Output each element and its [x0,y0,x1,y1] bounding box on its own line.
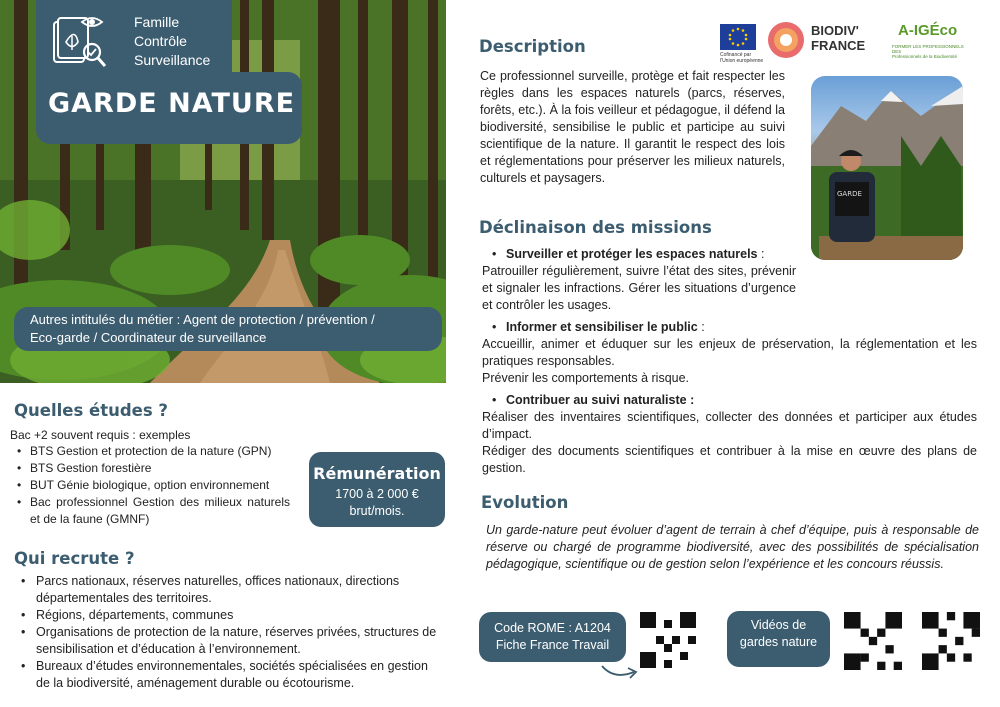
title-box [36,72,302,144]
recruiters-heading: Qui recrute ? [14,549,135,568]
mission-1-text: Patrouiller régulièrement, suivre l’état des sites, prévenir et signaler les infractions. Gérer les situations d’urgence et contrôler les usages. [482,264,796,312]
eu-stars-icon [720,24,756,50]
guard-photo [811,76,963,260]
partner-logos [720,18,970,62]
category-box [36,0,232,82]
eu-caption-line-2: l'Union européenne [720,58,764,64]
mission-3 [482,392,977,477]
rome-fiche-label: Fiche France Travail [495,638,610,652]
list-item: • Organisations de protection de la nature, réserves privées, structures de sensibilisation et d’éducation à l’environnement. [14,624,444,658]
salary-period: brut/mois. [349,504,405,518]
mission-2-text-2: Prévenir les comportements à risque. [482,371,690,385]
list-item: • BTS Gestion et protection de la nature (GPN) [10,443,290,460]
aigeco-sub-line-2: Professionnels de la Biodiversité [892,54,958,59]
biodiv-line-2: FRANCE [811,38,866,53]
mission-3-title: Contribuer au suivi naturaliste : [506,393,695,407]
document-inspect-icon [50,12,108,72]
studies-heading: Quelles études ? [14,401,168,420]
list-item: • Bac professionnel Gestion des milieux naturels et de la faune (GMNF) [10,494,290,528]
qr-code-rome-icon[interactable] [640,612,696,668]
aigeco-wordmark: A-IGÉco [898,22,958,39]
guard-illustration [811,76,963,260]
list-item: • Régions, départements, communes [14,607,444,624]
alternate-titles-box [14,307,442,351]
mission-2 [482,319,977,387]
page-title: GARDE NATURE [48,88,296,119]
qr-code-video-2-icon[interactable] [922,612,980,670]
evolution-text: Un garde-nature peut évoluer d’agent de terrain à chef d’équipe, puis à responsable de réserve ou chargé de programme biodiversité, avec des possibilités de spécialisation pédagogique, scientifique ou de gestion selon l’expérience et les concours réussis. [486,523,979,571]
studies-intro: Bac +2 souvent requis : exemples [10,428,191,442]
list-item: • BUT Génie biologique, option environnement [10,477,290,494]
biodiv-flower-icon [766,20,806,60]
category-line-3: Surveillance [134,52,211,68]
list-item: • BTS Gestion forestière [10,460,290,477]
mission-1-separator: : [757,247,765,261]
category-line-2: Contrôle [134,33,187,49]
mission-2-separator: : [697,320,705,334]
arrow-icon [600,662,640,682]
salary-box [309,452,445,527]
aigeco-logo [892,20,972,60]
alternate-titles-line-1: Autres intitulés du métier : Agent de protection / prévention / [30,312,375,327]
videos-line-1: Vidéos de [750,618,807,632]
eu-caption [720,52,770,64]
alternate-titles-line-2: Eco-garde / Coordinateur de surveillance [30,330,267,345]
aigeco-sub-line-1: FORMER LES PROFESSIONNELS DES [892,44,964,54]
list-item: • Bureaux d’études environnementales, sociétés spécialisées en gestion de la biodiversité, aménagement durable ou écotourisme. [14,658,444,692]
salary-heading: Rémunération [313,464,441,483]
biodiv-france-logo [766,18,876,62]
mission-3-text-1: Réaliser des inventaires scientifiques, collecter des données et participer aux études d’impact. [482,410,977,441]
mission-1-title: Surveiller et protéger les espaces naturels [506,247,758,261]
mission-2-text-1: Accueillir, animer et éduquer sur les enjeux de préservation, la réglementation et les pratiques responsables. [482,337,977,368]
videos-line-2: gardes nature [739,635,818,649]
biodiv-line-1: BIODIV' [811,23,859,38]
eu-caption-line-1: Cofinancé par [720,52,752,58]
description-text: Ce professionnel surveille, protège et fait respecter les règles dans les espaces naturels (parcs, réserves, forêts, etc.). À la fois veilleur et pédagogue, il défend la biodiversité, sensibilise le public et participe au suivi scientifique de la nature. Il garantit le respect des lois et réglementations pour préserver les milieux naturels, culturels et paysagers. [480,69,785,185]
salary-range: 1700 à 2 000 € [335,487,419,501]
videos-box [727,611,830,667]
recruiters-list [14,573,444,692]
eu-flag-logo [720,24,756,50]
description-heading: Description [479,37,586,56]
studies-list [10,443,290,528]
svg-text:GARDE: GARDE [837,190,862,198]
rome-code: Code ROME : A1204 [494,621,611,635]
category-label [134,13,210,70]
mission-1 [482,246,796,314]
mission-2-title: Informer et sensibiliser le public [506,320,698,334]
mission-3-text-2: Rédiger des documents scientifiques et contribuer à la mise en œuvre des plans de gestion. [482,444,977,475]
category-line-1: Famille [134,14,180,30]
list-item: • Parcs nationaux, réserves naturelles, offices nationaux, directions départementales des territoires. [14,573,444,607]
qr-code-video-1-icon[interactable] [844,612,902,670]
rome-code-box [479,612,626,662]
evolution-heading: Evolution [481,493,569,512]
missions-heading: Déclinaison des missions [479,218,712,237]
